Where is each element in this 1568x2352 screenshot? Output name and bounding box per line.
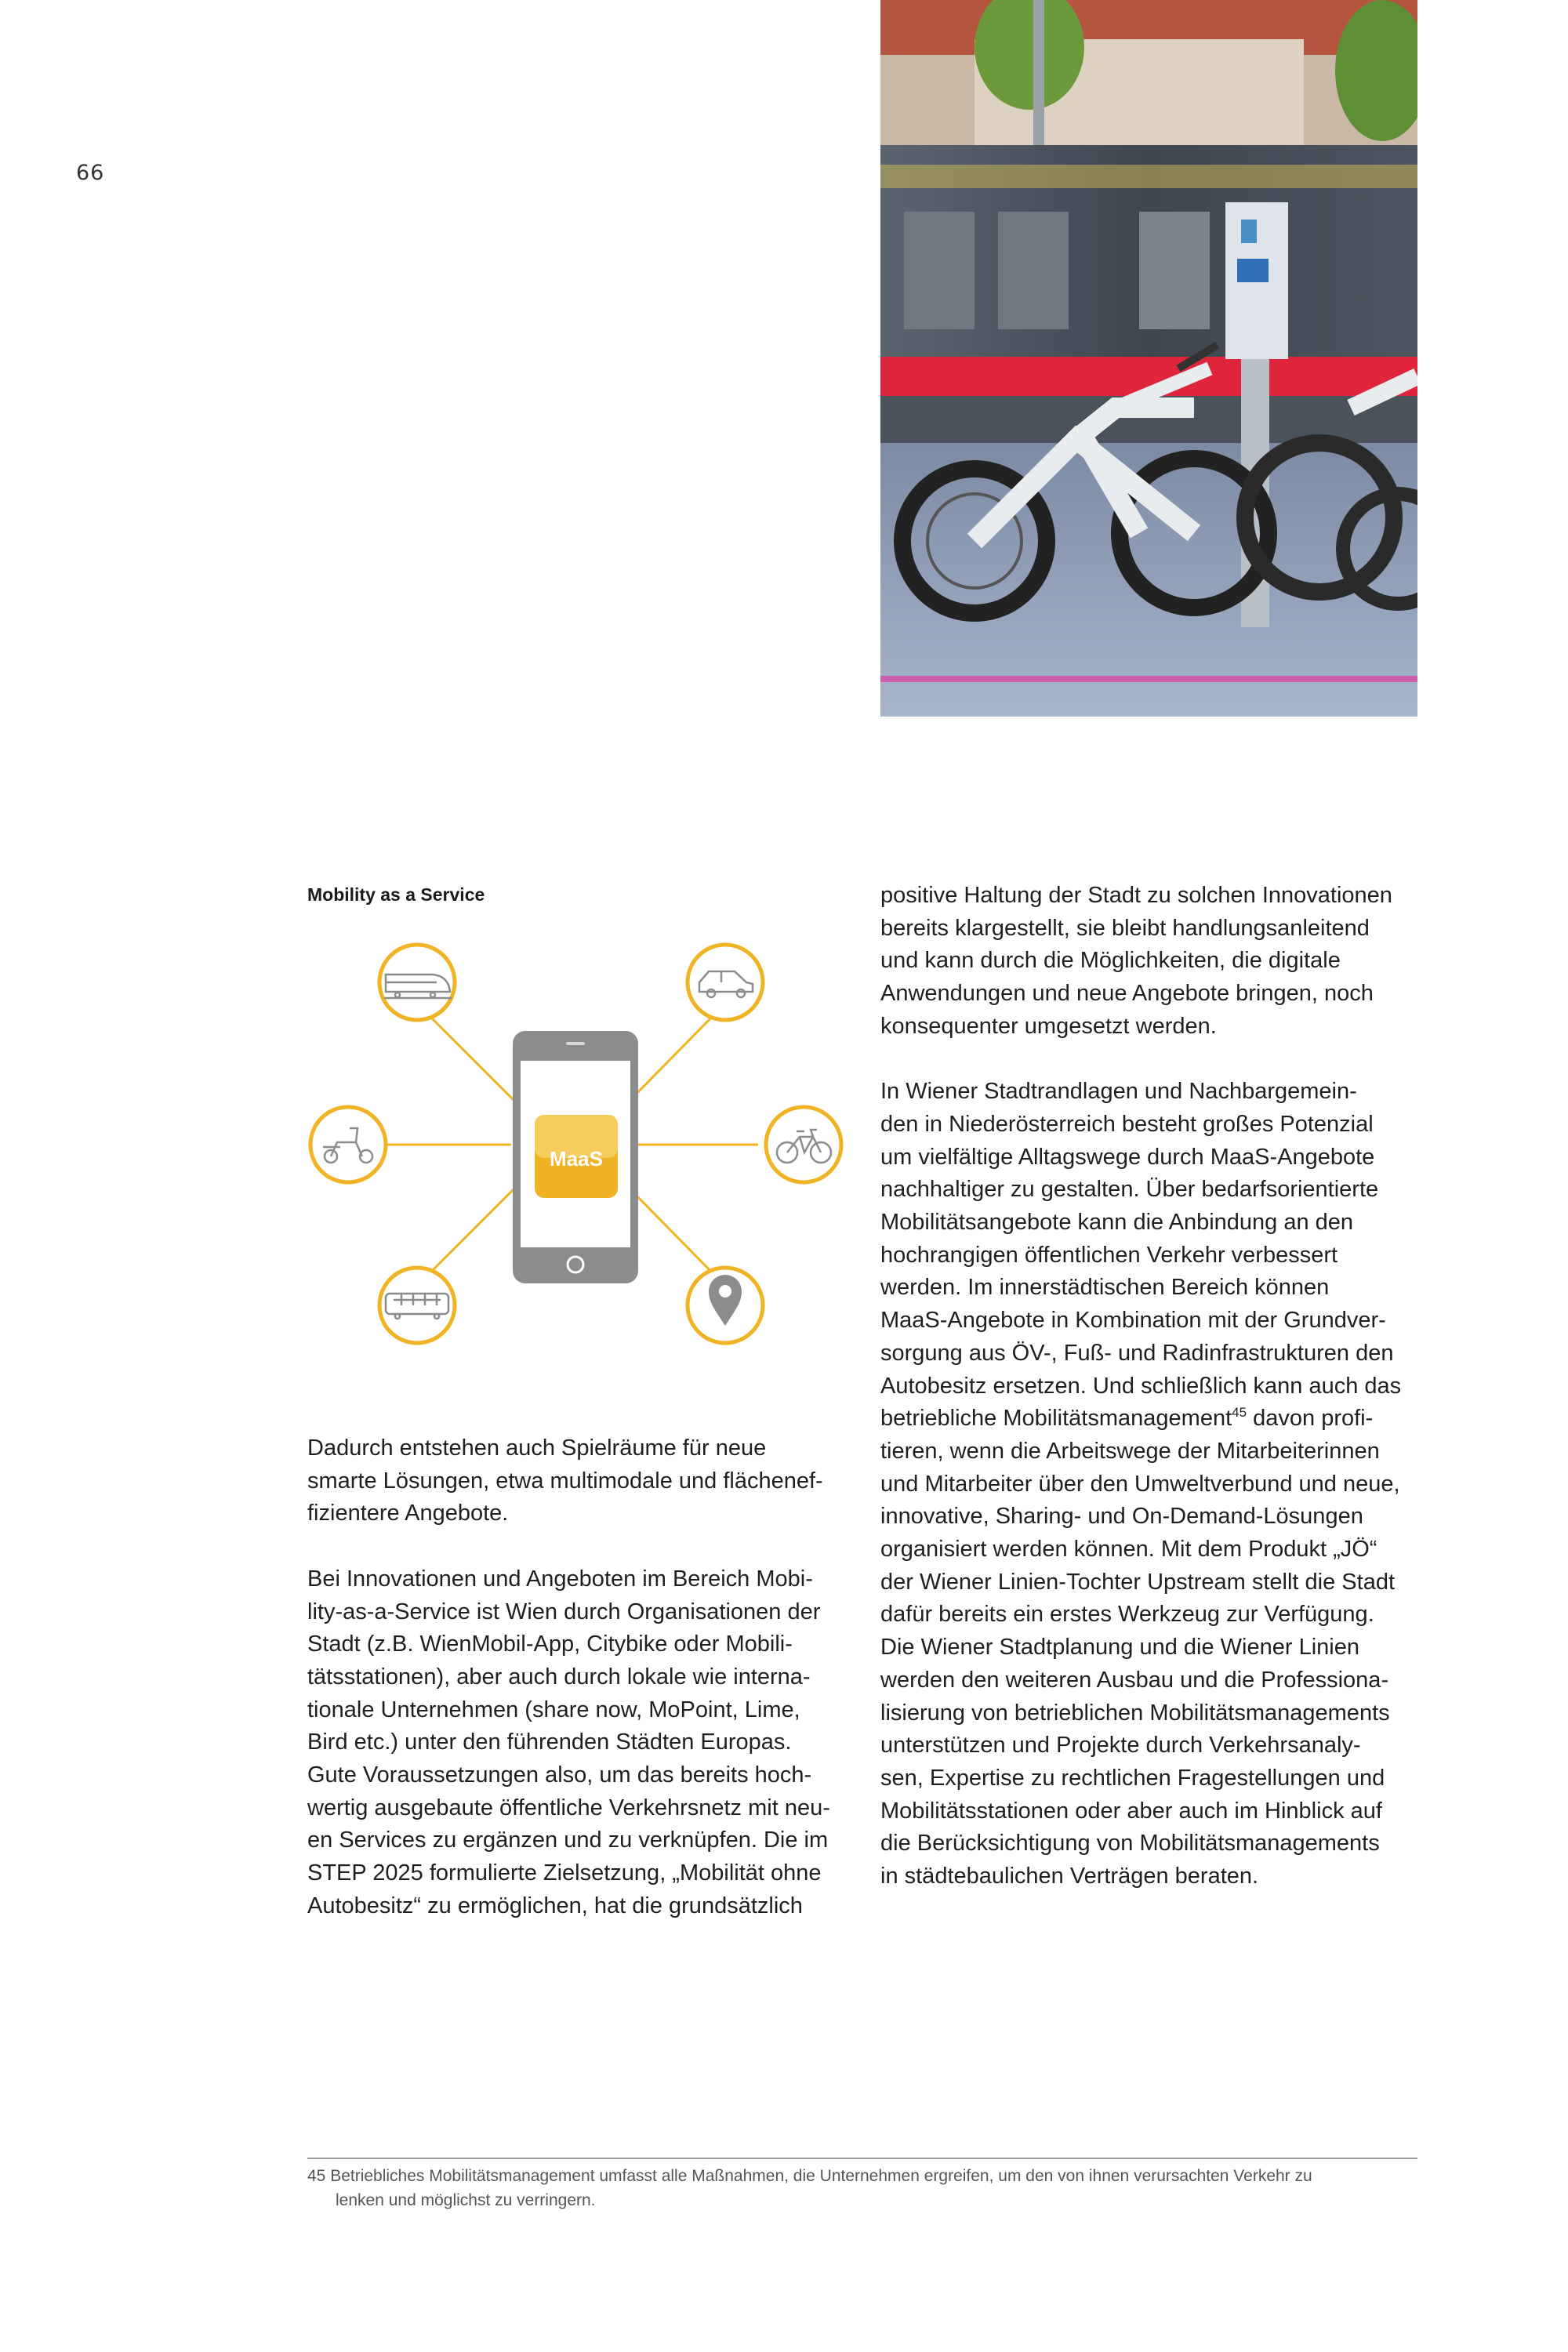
bike-sharing-station-photo bbox=[880, 0, 1417, 717]
bus-circle bbox=[379, 1268, 455, 1343]
footnote-divider bbox=[307, 2158, 1417, 2159]
diagram-heading: Mobility as a Service bbox=[307, 884, 485, 905]
footnote bbox=[307, 2164, 1421, 2212]
right-paragraph-1: positive Haltung der Stadt zu solchen Innovationen bereits klargestellt, sie bleibt handlungsanleitend und kann durch die Möglichkeiten, die digitale Anwendungen und neue Angebote bringen, noch konsequenter umgesetzt werden. bbox=[880, 883, 1392, 1039]
footnote-line-2: lenken und möglichst zu verringern. bbox=[336, 2191, 596, 2209]
right-paragraph-2-start: In Wiener Stadtrandlagen und Nachbargemein- den in Niederösterreich besteht großes Potenzial um vielfältige Alltagswege durch MaaS-Angebote nachhaltiger zu gestalten. Über bedarfsorientierte Mobilitätsangebote kann die Anbindung an den hochrangigen öffentlichen Verkehr verbessert werden. Im innerstädtischen Bereich können MaaS-Angebote in Kombination mit der Grundver- sorgung aus ÖV-, Fuß- und Radinfrastrukturen den Autobesitz ersetzen. Und schließlich kann auch das betriebliche Mobilitätsmanagement bbox=[880, 1079, 1402, 1432]
footnote-line-1: 45 Betriebliches Mobilitätsmanagement umfasst alle Maßnahmen, die Unternehmen ergreifen, um den von ihnen verursachten Verkehr zu bbox=[307, 2167, 1312, 2185]
right-paragraph-2 bbox=[880, 1076, 1429, 1893]
phone-icon bbox=[513, 1031, 638, 1283]
left-paragraph-2: Bei Innovationen und Angeboten im Bereich Mobi- lity-as-a-Service ist Wien durch Organisationen der Stadt (z.B. WienMobil-App, Citybike oder Mobili- tätsstationen), aber auch durch lokale wie interna- tionale Unternehmen (share now, MoPoint, Lime, Bird etc.) unter den führenden Städten Europas. Gute Voraussetzungen also, um das bereits hoch- wertig ausgebaute öffentliche Verkehrsnetz mit neu- en Services zu ergänzen und zu verknüpfen. Die im STEP 2025 formulierte Zielsetzung, „Mobilität ohne Autobesitz“ zu ermöglichen, hat die grundsätzlich bbox=[307, 1566, 830, 1918]
right-text-column bbox=[880, 880, 1429, 1926]
scooter-circle bbox=[310, 1107, 386, 1182]
bicycle-circle bbox=[766, 1107, 841, 1182]
left-paragraph-1: Dadurch entstehen auch Spielräume für neue smarte Lösungen, etwa multimodale und flächenef- fizientere Angebote. bbox=[307, 1436, 823, 1526]
footnote-reference[interactable]: 45 bbox=[1232, 1405, 1247, 1421]
right-paragraph-2-end: davon profi- tieren, wenn die Arbeitswege der Mitarbeiterinnen und Mitarbeiter über den Umweltverbund und neue, innovative, Sharing- und On-Demand-Lösungen organisiert werden können. Mit dem Produkt „JÖ“ der Wiener Linien-Tochter Upstream stellt die Stadt dafür bereits ein erstes Werkzeug zur Verfügung. Die Wiener Stadtplanung und die Wiener Linien werden den weiteren Ausbau und die Professiona- lisierung von betrieblichen Mobilitätsmanagements unterstützen und Projekte durch Verkehrsanaly- sen, Expertise zu rechtlichen Fragestellungen und Mobilitätsstationen oder aber auch im Hinblick auf die Berücksichtigung von Mobilitätsmanagements in städtebaulichen Verträgen beraten. bbox=[880, 1406, 1400, 1889]
maas-label: MaaS bbox=[550, 1147, 603, 1171]
page-number: 66 bbox=[76, 161, 105, 185]
maas-diagram bbox=[307, 937, 848, 1360]
left-text-column bbox=[307, 1432, 856, 1955]
